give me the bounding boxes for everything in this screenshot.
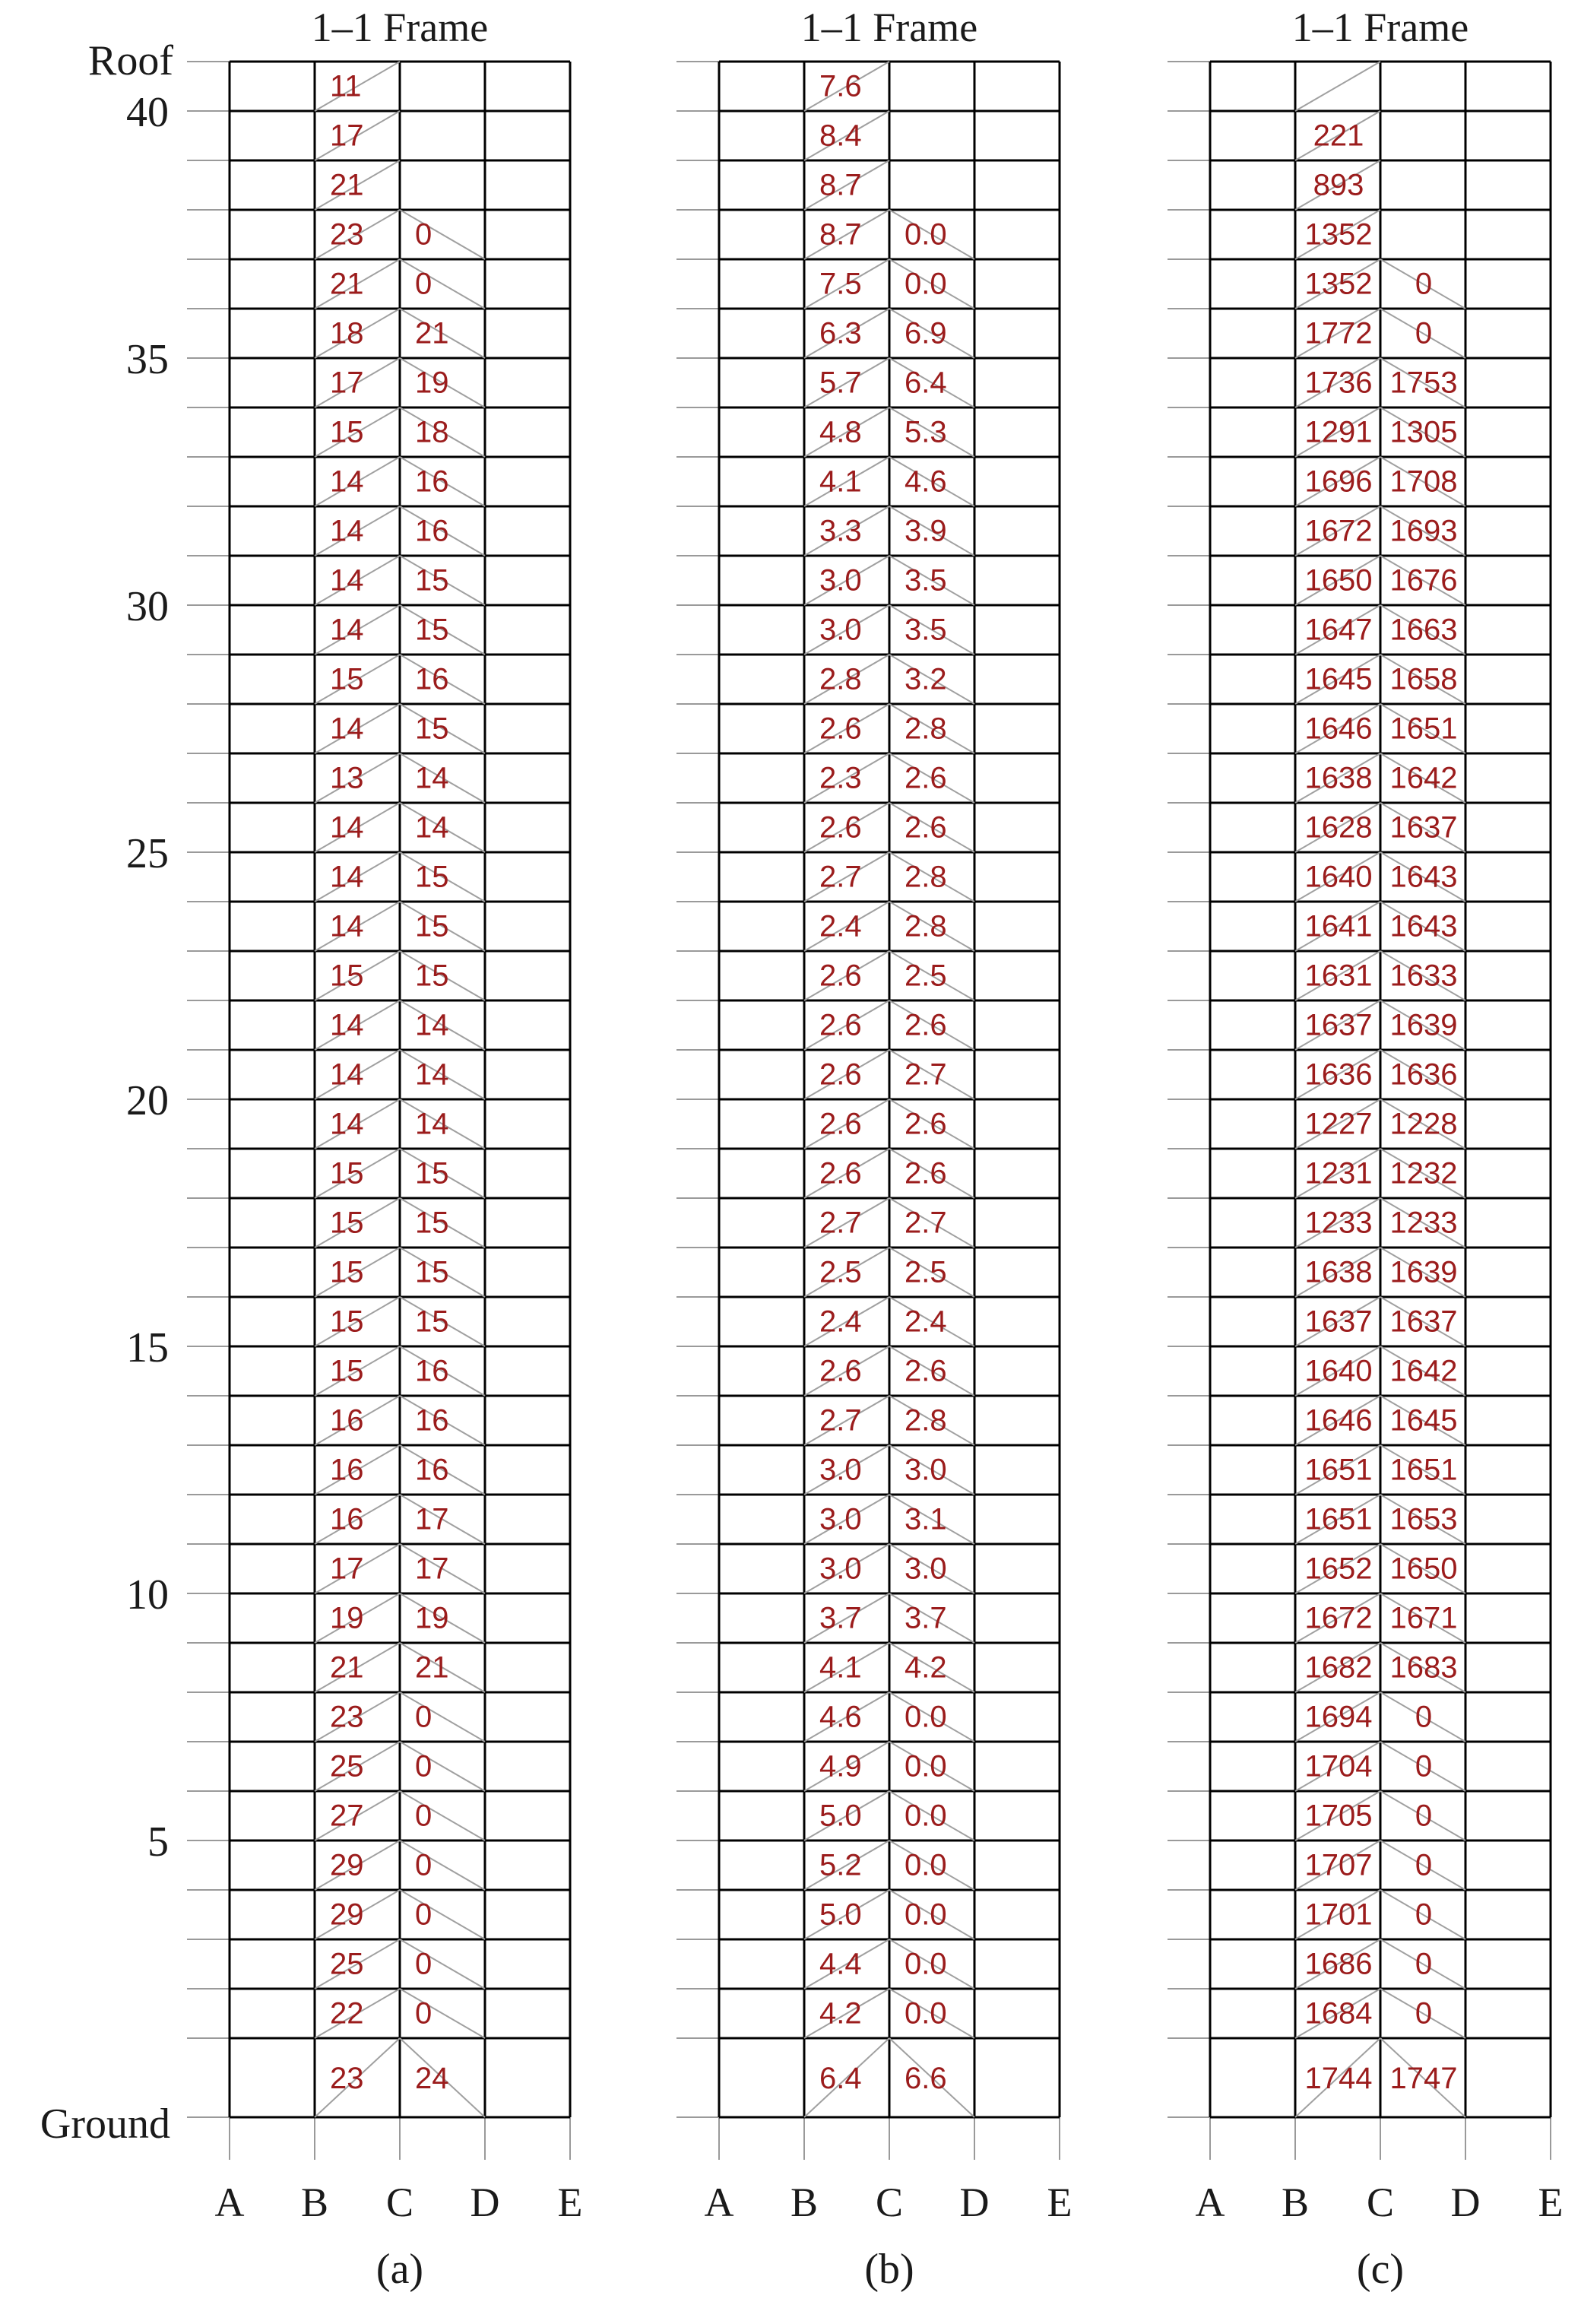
value-bc: 5.0	[819, 1799, 862, 1833]
value-bc: 5.0	[819, 1898, 862, 1932]
brace-cd	[400, 1692, 485, 1742]
value-bc: 1672	[1304, 514, 1373, 548]
value-bc: 1641	[1304, 909, 1373, 943]
frame-panels	[187, 5, 1564, 2293]
value-cd: 4.6	[905, 464, 947, 499]
column-label: C	[875, 2180, 904, 2225]
roof-label: Roof	[88, 37, 173, 84]
value-cd: 3.1	[905, 1502, 947, 1536]
story-axis	[40, 37, 173, 2148]
value-bc: 1686	[1304, 1947, 1373, 1981]
value-bc: 1638	[1304, 761, 1373, 795]
brace-cd	[400, 1791, 485, 1840]
value-bc: 1640	[1304, 1354, 1373, 1388]
column-label: A	[214, 2180, 245, 2225]
value-cd: 1747	[1389, 2062, 1458, 2095]
column-label: D	[470, 2180, 500, 2225]
value-bc: 14	[330, 909, 364, 943]
value-bc: 3.3	[819, 514, 862, 548]
value-cd: 2.6	[905, 761, 947, 795]
value-bc: 2.7	[819, 1403, 862, 1438]
value-bc: 1694	[1304, 1700, 1373, 1734]
value-bc: 7.5	[819, 267, 862, 301]
value-bc: 14	[330, 514, 364, 548]
value-cd: 2.4	[905, 1305, 947, 1339]
value-cd: 1636	[1389, 1057, 1458, 1092]
column-label: D	[1450, 2180, 1481, 2225]
value-cd: 1671	[1389, 1601, 1458, 1635]
column-label: D	[959, 2180, 990, 2225]
value-bc: 1701	[1304, 1898, 1373, 1932]
value-cd: 1643	[1389, 909, 1458, 943]
value-bc: 221	[1313, 119, 1364, 153]
column-label: E	[1047, 2180, 1072, 2225]
value-cd: 16	[415, 514, 449, 548]
value-cd: 1693	[1389, 514, 1458, 548]
value-bc: 15	[330, 959, 364, 993]
value-cd: 0.0	[905, 267, 947, 301]
value-cd: 2.7	[905, 1057, 947, 1092]
value-bc: 14	[330, 712, 364, 746]
value-cd: 15	[415, 563, 449, 598]
value-bc: 6.4	[819, 2062, 862, 2095]
value-cd: 0	[415, 1700, 432, 1734]
value-bc: 1651	[1304, 1453, 1373, 1487]
value-bc: 17	[330, 119, 364, 153]
value-bc: 3.0	[819, 563, 862, 598]
value-cd: 1643	[1389, 860, 1458, 894]
value-bc: 1352	[1304, 267, 1373, 301]
value-cd: 14	[415, 1057, 449, 1092]
value-bc: 15	[330, 1206, 364, 1240]
panel-title: 1–1 Frame	[311, 5, 489, 50]
value-bc: 1352	[1304, 217, 1373, 252]
value-cd: 3.2	[905, 662, 947, 696]
value-cd: 1305	[1389, 415, 1458, 449]
column-label: A	[704, 2180, 734, 2225]
value-bc: 1646	[1304, 712, 1373, 746]
brace-cd	[400, 1840, 485, 1890]
value-cd: 17	[415, 1552, 449, 1586]
value-bc: 2.6	[819, 1354, 862, 1388]
story-tick-label: 15	[126, 1324, 169, 1371]
value-cd: 21	[415, 1650, 449, 1685]
value-cd: 1653	[1389, 1502, 1458, 1536]
value-bc: 1682	[1304, 1650, 1373, 1685]
value-cd: 1637	[1389, 1305, 1458, 1339]
value-cd: 15	[415, 613, 449, 647]
value-bc: 14	[330, 810, 364, 845]
value-cd: 1753	[1389, 366, 1458, 400]
value-cd: 19	[415, 1601, 449, 1635]
value-bc: 1638	[1304, 1255, 1373, 1289]
value-bc: 4.2	[819, 1996, 862, 2031]
value-cd: 0.0	[905, 1848, 947, 1882]
value-cd: 0	[1415, 1898, 1433, 1932]
value-cd: 14	[415, 761, 449, 795]
value-cd: 0	[1415, 1749, 1433, 1783]
value-bc: 15	[330, 1305, 364, 1339]
value-cd: 6.9	[905, 316, 947, 350]
value-bc: 1231	[1304, 1156, 1373, 1191]
value-cd: 16	[415, 1453, 449, 1487]
value-cd: 0	[415, 1996, 432, 2031]
value-bc: 13	[330, 761, 364, 795]
value-bc: 5.7	[819, 366, 862, 400]
value-cd: 0	[1415, 1799, 1433, 1833]
value-bc: 17	[330, 366, 364, 400]
story-tick-label: 20	[126, 1077, 169, 1124]
value-bc: 1651	[1304, 1502, 1373, 1536]
value-cd: 2.7	[905, 1206, 947, 1240]
value-cd: 14	[415, 810, 449, 845]
value-bc: 2.8	[819, 662, 862, 696]
value-bc: 1684	[1304, 1996, 1373, 2031]
value-cd: 1642	[1389, 761, 1458, 795]
value-cd: 1650	[1389, 1552, 1458, 1586]
column-label: A	[1195, 2180, 1225, 2225]
value-cd: 2.8	[905, 1403, 947, 1438]
value-cd: 1663	[1389, 613, 1458, 647]
value-cd: 15	[415, 959, 449, 993]
value-cd: 2.8	[905, 909, 947, 943]
value-cd: 0	[1415, 267, 1433, 301]
value-bc: 1650	[1304, 563, 1373, 598]
story-tick-label: 5	[147, 1818, 169, 1866]
panel-caption: (b)	[864, 2246, 914, 2293]
value-bc: 1744	[1304, 2062, 1373, 2095]
value-bc: 1736	[1304, 366, 1373, 400]
value-cd: 1228	[1389, 1107, 1458, 1141]
value-bc: 2.6	[819, 959, 862, 993]
value-cd: 1633	[1389, 959, 1458, 993]
value-bc: 1704	[1304, 1749, 1373, 1783]
value-cd: 19	[415, 366, 449, 400]
story-tick-label: 30	[126, 583, 169, 630]
value-cd: 2.6	[905, 810, 947, 845]
value-bc: 1637	[1304, 1305, 1373, 1339]
value-bc: 893	[1313, 168, 1364, 202]
value-bc: 14	[330, 613, 364, 647]
value-bc: 2.6	[819, 1057, 862, 1092]
value-cd: 0	[415, 267, 432, 301]
panel-title: 1–1 Frame	[800, 5, 978, 50]
brace-cd	[400, 1989, 485, 2038]
brace-bc	[1295, 62, 1380, 111]
value-bc: 4.4	[819, 1947, 862, 1981]
value-cd: 6.6	[905, 2062, 947, 2095]
value-cd: 21	[415, 316, 449, 350]
value-bc: 1652	[1304, 1552, 1373, 1586]
value-bc: 4.6	[819, 1700, 862, 1734]
value-cd: 18	[415, 415, 449, 449]
value-bc: 1628	[1304, 810, 1373, 845]
value-bc: 2.4	[819, 1305, 862, 1339]
value-cd: 0.0	[905, 1749, 947, 1783]
value-bc: 1772	[1304, 316, 1373, 350]
value-bc: 1636	[1304, 1057, 1373, 1092]
panel-caption: (a)	[375, 2246, 424, 2293]
value-bc: 3.0	[819, 613, 862, 647]
value-bc: 2.7	[819, 860, 862, 894]
value-cd: 0.0	[905, 1947, 947, 1981]
frame-panel-b	[676, 5, 1072, 2293]
value-bc: 18	[330, 316, 364, 350]
story-tick-label: 10	[126, 1571, 169, 1619]
value-bc: 14	[330, 1057, 364, 1092]
story-tick-label: 40	[126, 89, 169, 136]
value-bc: 5.2	[819, 1848, 862, 1882]
value-bc: 3.0	[819, 1453, 862, 1487]
value-cd: 0	[1415, 1700, 1433, 1734]
value-cd: 14	[415, 1107, 449, 1141]
value-cd: 4.2	[905, 1650, 947, 1685]
value-cd: 1637	[1389, 810, 1458, 845]
value-bc: 21	[330, 168, 364, 202]
value-cd: 2.6	[905, 1354, 947, 1388]
column-label: B	[300, 2180, 329, 2225]
value-cd: 3.9	[905, 514, 947, 548]
value-bc: 2.4	[819, 909, 862, 943]
value-bc: 7.6	[819, 69, 862, 103]
value-bc: 14	[330, 464, 364, 499]
value-bc: 29	[330, 1898, 364, 1932]
story-tick-label: 35	[126, 336, 169, 383]
value-cd: 6.4	[905, 366, 947, 400]
frame-panel-a	[187, 5, 583, 2293]
value-bc: 4.1	[819, 1650, 862, 1685]
value-bc: 1705	[1304, 1799, 1373, 1833]
column-label: E	[1538, 2180, 1564, 2225]
value-cd: 15	[415, 909, 449, 943]
value-bc: 11	[330, 69, 362, 103]
value-bc: 21	[330, 1650, 364, 1685]
value-bc: 23	[330, 2062, 364, 2095]
value-bc: 2.6	[819, 1008, 862, 1042]
value-cd: 0	[415, 217, 432, 252]
column-label: C	[1366, 2180, 1395, 2225]
value-bc: 1645	[1304, 662, 1373, 696]
value-cd: 1232	[1389, 1156, 1458, 1191]
value-cd: 1676	[1389, 563, 1458, 598]
brace-cd	[400, 1742, 485, 1791]
value-cd: 0	[415, 1749, 432, 1783]
value-cd: 5.3	[905, 415, 947, 449]
value-cd: 0	[1415, 1996, 1433, 2031]
frame-panel-c	[1168, 5, 1564, 2293]
value-bc: 2.5	[819, 1255, 862, 1289]
value-cd: 15	[415, 712, 449, 746]
value-bc: 27	[330, 1799, 364, 1833]
value-bc: 14	[330, 1008, 364, 1042]
value-bc: 16	[330, 1403, 364, 1438]
value-cd: 0	[1415, 1848, 1433, 1882]
value-cd: 15	[415, 1206, 449, 1240]
value-cd: 16	[415, 1354, 449, 1388]
value-bc: 2.6	[819, 1107, 862, 1141]
value-bc: 14	[330, 563, 364, 598]
brace-cd	[400, 1890, 485, 1939]
value-cd: 2.8	[905, 712, 947, 746]
value-cd: 1639	[1389, 1255, 1458, 1289]
value-bc: 6.3	[819, 316, 862, 350]
value-bc: 2.7	[819, 1206, 862, 1240]
value-bc: 16	[330, 1502, 364, 1536]
value-bc: 14	[330, 860, 364, 894]
value-cd: 2.6	[905, 1008, 947, 1042]
value-bc: 3.0	[819, 1552, 862, 1586]
column-label: B	[1281, 2180, 1310, 2225]
value-cd: 15	[415, 1156, 449, 1191]
value-cd: 1645	[1389, 1403, 1458, 1438]
panel-caption: (c)	[1356, 2246, 1405, 2293]
value-bc: 1707	[1304, 1848, 1373, 1882]
value-bc: 1640	[1304, 860, 1373, 894]
column-label: B	[790, 2180, 819, 2225]
value-cd: 0	[415, 1898, 432, 1932]
value-cd: 1651	[1389, 712, 1458, 746]
value-bc: 4.9	[819, 1749, 862, 1783]
value-cd: 1708	[1389, 464, 1458, 499]
value-cd: 24	[415, 2062, 449, 2095]
value-bc: 3.0	[819, 1502, 862, 1536]
value-bc: 15	[330, 662, 364, 696]
value-cd: 0	[415, 1848, 432, 1882]
ground-label: Ground	[40, 2100, 170, 2148]
value-bc: 1696	[1304, 464, 1373, 499]
value-cd: 2.5	[905, 959, 947, 993]
value-cd: 0	[415, 1799, 432, 1833]
value-cd: 0.0	[905, 1700, 947, 1734]
value-cd: 0	[1415, 1947, 1433, 1981]
value-cd: 0.0	[905, 217, 947, 252]
value-cd: 0.0	[905, 1799, 947, 1833]
value-cd: 0.0	[905, 1996, 947, 2031]
value-cd: 1683	[1389, 1650, 1458, 1685]
value-cd: 15	[415, 1255, 449, 1289]
value-cd: 17	[415, 1502, 449, 1536]
value-bc: 1291	[1304, 415, 1373, 449]
value-bc: 1227	[1304, 1107, 1373, 1141]
panel-title: 1–1 Frame	[1291, 5, 1469, 50]
value-bc: 2.6	[819, 712, 862, 746]
value-cd: 16	[415, 1403, 449, 1438]
brace-cd	[400, 259, 485, 309]
value-bc: 22	[330, 1996, 364, 2031]
value-bc: 4.8	[819, 415, 862, 449]
value-cd: 1651	[1389, 1453, 1458, 1487]
value-bc: 16	[330, 1453, 364, 1487]
value-bc: 1233	[1304, 1206, 1373, 1240]
value-cd: 3.0	[905, 1552, 947, 1586]
value-bc: 1672	[1304, 1601, 1373, 1635]
value-cd: 3.0	[905, 1453, 947, 1487]
column-label: C	[385, 2180, 414, 2225]
value-cd: 3.5	[905, 563, 947, 598]
column-label: E	[557, 2180, 583, 2225]
value-cd: 1639	[1389, 1008, 1458, 1042]
value-cd: 2.5	[905, 1255, 947, 1289]
value-cd: 2.6	[905, 1107, 947, 1141]
value-cd: 14	[415, 1008, 449, 1042]
value-bc: 1646	[1304, 1403, 1373, 1438]
value-cd: 3.5	[905, 613, 947, 647]
value-bc: 29	[330, 1848, 364, 1882]
value-bc: 2.6	[819, 810, 862, 845]
value-bc: 2.6	[819, 1156, 862, 1191]
value-bc: 15	[330, 1354, 364, 1388]
value-cd: 2.6	[905, 1156, 947, 1191]
value-cd: 16	[415, 662, 449, 696]
value-cd: 0.0	[905, 1898, 947, 1932]
value-bc: 19	[330, 1601, 364, 1635]
value-bc: 1647	[1304, 613, 1373, 647]
value-bc: 23	[330, 217, 364, 252]
brace-cd	[400, 210, 485, 259]
value-bc: 14	[330, 1107, 364, 1141]
value-cd: 0	[415, 1947, 432, 1981]
value-bc: 3.7	[819, 1601, 862, 1635]
value-bc: 15	[330, 415, 364, 449]
value-cd: 0	[1415, 316, 1433, 350]
value-bc: 17	[330, 1552, 364, 1586]
value-bc: 1631	[1304, 959, 1373, 993]
value-bc: 8.7	[819, 217, 862, 252]
value-cd: 15	[415, 1305, 449, 1339]
value-cd: 1658	[1389, 662, 1458, 696]
value-bc: 21	[330, 267, 364, 301]
value-cd: 15	[415, 860, 449, 894]
value-cd: 2.8	[905, 860, 947, 894]
value-cd: 16	[415, 464, 449, 499]
value-bc: 2.3	[819, 761, 862, 795]
value-bc: 25	[330, 1749, 364, 1783]
value-bc: 8.7	[819, 168, 862, 202]
value-bc: 4.1	[819, 464, 862, 499]
value-bc: 15	[330, 1255, 364, 1289]
story-tick-label: 25	[126, 830, 169, 877]
value-bc: 8.4	[819, 119, 862, 153]
value-bc: 15	[330, 1156, 364, 1191]
value-cd: 3.7	[905, 1601, 947, 1635]
value-bc: 23	[330, 1700, 364, 1734]
value-cd: 1642	[1389, 1354, 1458, 1388]
value-bc: 1637	[1304, 1008, 1373, 1042]
value-bc: 25	[330, 1947, 364, 1981]
value-cd: 1233	[1389, 1206, 1458, 1240]
brace-cd	[400, 1939, 485, 1989]
